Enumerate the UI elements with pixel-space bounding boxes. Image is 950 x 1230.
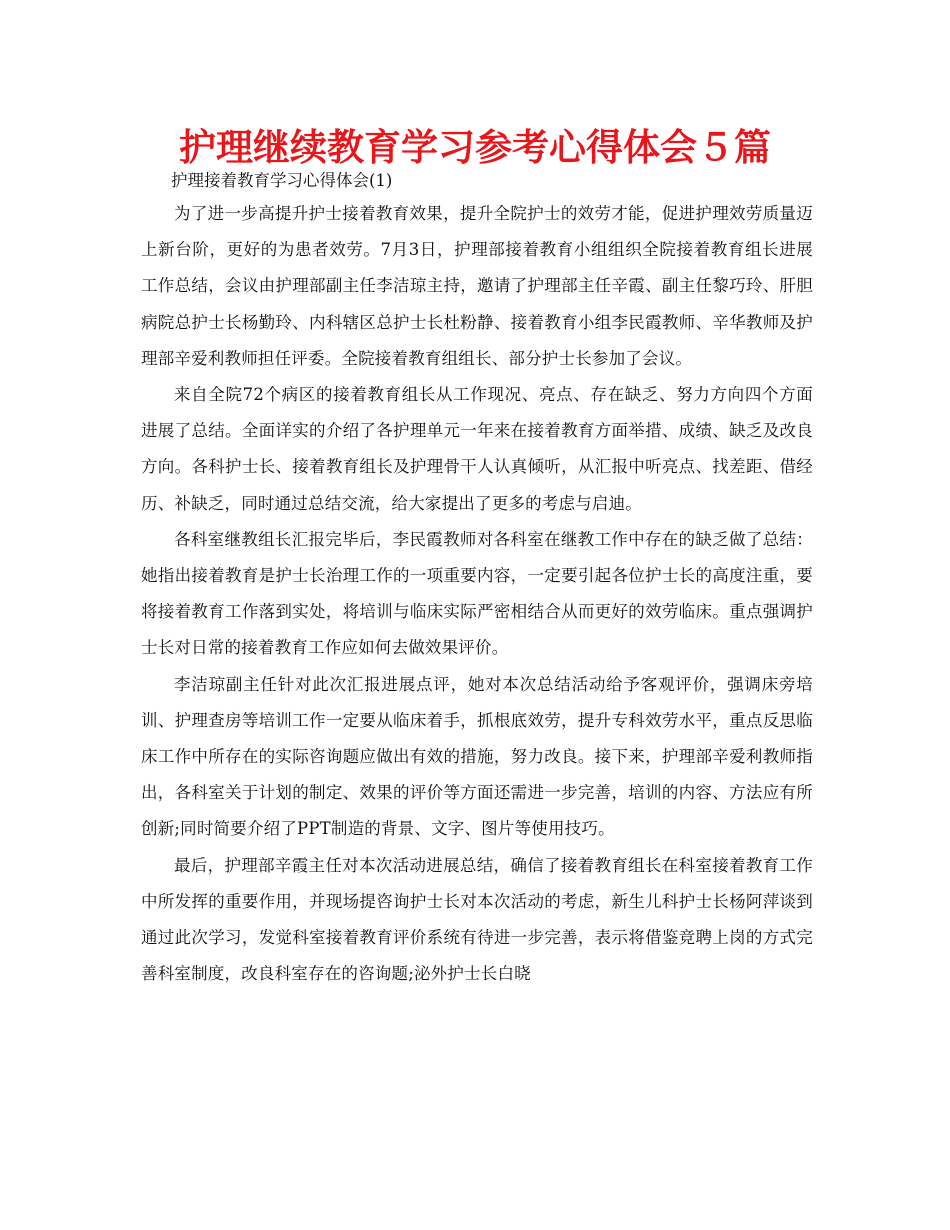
document-title: 护理继续教育学习参考心得体会５篇: [179, 126, 771, 169]
paragraph-4: 李洁琼副主任针对此次汇报进展点评，她对本次总结活动给予客观评价，强调床旁培训、护理查房等培训工作一定要从临床着手，抓根底效劳，提升专科效劳水平，重点反思临床工作中所存在的实际咨询题应做出有效的措施，努力改良。接下来，护理部辛爱利教师指出，各科室关于计划的制定、效果的评价等方面还需进一步完善，培训的内容、方法应有所创新;同时简要介绍了PPT制造的背景、文字、图片等使用技巧。: [141, 674, 813, 839]
document-body: [141, 166, 813, 992]
paragraph-3: 各科室继教组长汇报完毕后，李民霞教师对各科室在继教工作中存在的缺乏做了总结：她指出接着教育是护士长治理工作的一项重要内容，一定要引起各位护士长的高度注重，要将接着教育工作落到实处，将培训与临床实际严密相结合从而更好的效劳临床。重点强调护士长对日常的接着教育工作应如何去做效果评价。: [141, 529, 813, 658]
paragraph-1: 为了进一步高提升护士接着教育效果，提升全院护士的效劳才能，促进护理效劳质量迈上新台阶，更好的为患者效劳。7月3日，护理部接着教育小组组织全院接着教育组长进展工作总结，会议由护理部副主任李洁琼主持，邀请了护理部主任辛霞、副主任黎巧玲、肝胆病院总护士长杨勤玲、内科辖区总护士长杜粉静、接着教育小组李民霞教师、辛华教师及护理部辛爱利教师担任评委。全院接着教育组组长、部分护士长参加了会议。: [141, 204, 813, 368]
paragraph-2: 来自全院72个病区的接着教育组长从工作现况、亮点、存在缺乏、努力方向四个方面进展了总结。全面详实的介绍了各护理单元一年来在接着教育方面举措、成绩、缺乏及改良方向。各科护士长、接着教育组长及护理骨干人认真倾听，从汇报中听亮点、找差距、借经历、补缺乏，同时通过总结交流，给大家提出了更多的考虑与启迪。: [141, 385, 813, 513]
section-subheading: 护理接着教育学习心得体会(1): [171, 171, 393, 190]
paragraph-5: 最后，护理部辛霞主任对本次活动进展总结，确信了接着教育组长在科室接着教育工作中所发挥的重要作用，并现场提咨询护士长对本次活动的考虑，新生儿科护士长杨阿萍谈到通过此次学习，发觉科室接着教育评价系统有待进一步完善，表示将借鉴竞聘上岗的方式完善科室制度，改良科室存在的咨询题;泌外护士长白晓: [141, 855, 813, 984]
